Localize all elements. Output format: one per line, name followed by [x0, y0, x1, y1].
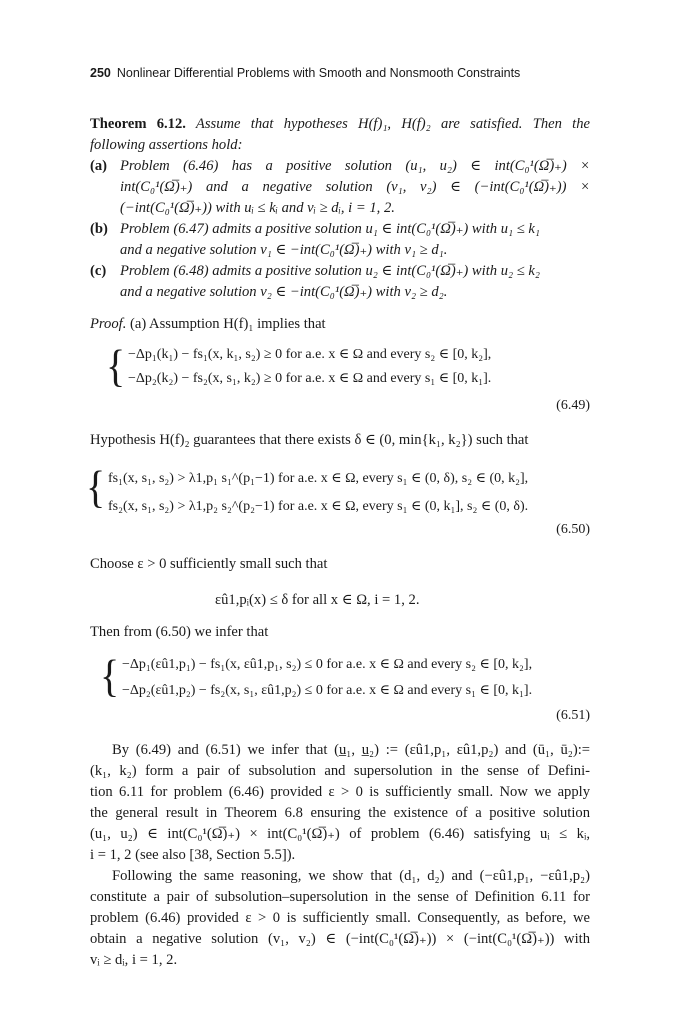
- hypothesis-text: Hypothesis H(f)₂ guarantees that there exists δ ∈ (0, min{k₁, k₂}) such that: [90, 432, 529, 448]
- middle-equation: εû1,pᵢ(x) ≤ δ for all x ∈ Ω, i = 1, 2.: [215, 592, 420, 608]
- theorem-label: Theorem 6.12.: [90, 116, 186, 132]
- theorem-intro-line-1: [90, 114, 590, 135]
- page-number: 250: [90, 66, 111, 80]
- proof-label: Proof.: [90, 316, 127, 332]
- item-label: (a): [90, 158, 108, 174]
- equation-line: fs₂(x, s₁, s₂) > λ1,p₂ s₂^(p₂−1) for a.e. x ∈ Ω, every s₁ ∈ (0, k₁], s₂ ∈ (0, δ).: [108, 499, 529, 514]
- theorem-block: [90, 114, 590, 303]
- item-line: int(C₀¹(Ω̅)₊) and a negative solution (v₁, v₂) ∈ (−int(C₀¹(Ω̅)₊)) ×: [120, 179, 590, 195]
- paragraph-1: [90, 740, 590, 866]
- paragraph-line: obtain a negative solution (v₁, v₂) ∈ (−int(C₀¹(Ω̅)₊)) × (−int(C₀¹(Ω̅)₊)) with: [90, 931, 590, 947]
- theorem-intro-2: following assertions hold:: [90, 137, 243, 153]
- paragraph-line: (u₁, u₂) ∈ int(C₀¹(Ω̅)₊) × int(C₀¹(Ω̅)₊) of problem (6.46) satisfying uᵢ ≤ kᵢ,: [90, 826, 590, 842]
- equation-number: (6.50): [556, 522, 590, 537]
- choose-paragraph: [90, 554, 590, 575]
- item-line: and a negative solution v₂ ∈ −int(C₀¹(Ω̅)₊) with v₂ ≥ d₂.: [120, 284, 448, 300]
- equation-number: (6.49): [556, 398, 590, 413]
- paragraph-line: Following the same reasoning, we show that (d₁, d₂) and (−εû1,p₁, −εû1,p₂): [112, 868, 590, 884]
- theorem-item-b: [90, 219, 590, 261]
- paragraph-line: i = 1, 2 (see also [38, Section 5.5]).: [90, 847, 296, 863]
- theorem-item-a: [90, 156, 590, 219]
- left-brace: {: [86, 460, 106, 513]
- item-line: Problem (6.48) admits a positive solution u₂ ∈ int(C₀¹(Ω̅)₊) with u₂ ≤ k₂: [120, 263, 540, 279]
- choose-text: Choose ε > 0 sufficiently small such that: [90, 556, 328, 572]
- then-paragraph: [90, 622, 590, 643]
- item-line: and a negative solution v₁ ∈ −int(C₀¹(Ω̅)₊) with v₁ ≥ d₁.: [120, 242, 448, 258]
- paragraph-line: problem (6.46) provided ε > 0 is sufficiently small. Consequently, as before, we: [90, 910, 590, 926]
- item-label: (b): [90, 221, 108, 237]
- equation-line: −Δp₁(k₁) − fs₁(x, k₁, s₂) ≥ 0 for a.e. x ∈ Ω and every s₂ ∈ [0, k₂],: [128, 347, 492, 362]
- paragraph-line: the general result in Theorem 6.8 ensuring the existence of a positive solution: [90, 805, 590, 821]
- equation-line: −Δp₂(k₂) − fs₂(x, s₁, k₂) ≥ 0 for a.e. x ∈ Ω and every s₁ ∈ [0, k₁].: [128, 371, 492, 386]
- paragraph-line: tion 6.11 for problem (6.46) provided ε > 0 is sufficiently small. Now we apply: [90, 784, 590, 800]
- left-brace: {: [100, 649, 120, 702]
- equation-number: (6.51): [556, 708, 590, 723]
- hypothesis-paragraph: [90, 430, 590, 451]
- item-label: (c): [90, 263, 107, 279]
- paragraph-2: [90, 866, 590, 971]
- item-line: (−int(C₀¹(Ω̅)₊)) with uᵢ ≤ kᵢ and vᵢ ≥ dᵢ, i = 1, 2.: [120, 200, 395, 216]
- equation-line: −Δp₁(εû1,p₁) − fs₁(x, εû1,p₁, s₂) ≤ 0 for a.e. x ∈ Ω and every s₂ ∈ [0, k₂],: [122, 657, 533, 672]
- equation-line: fs₁(x, s₁, s₂) > λ1,p₁ s₁^(p₁−1) for a.e. x ∈ Ω, every s₁ ∈ (0, δ), s₂ ∈ (0, k₂],: [108, 471, 529, 486]
- proof-intro-text: (a) Assumption H(f)₁ implies that: [130, 316, 326, 332]
- running-header: [90, 66, 520, 80]
- equation-line: −Δp₂(εû1,p₂) − fs₂(x, s₁, εû1,p₂) ≤ 0 for a.e. x ∈ Ω and every s₁ ∈ [0, k₁].: [122, 683, 533, 698]
- then-text: Then from (6.50) we infer that: [90, 624, 269, 640]
- paragraph-line: By (6.49) and (6.51) we infer that (u̲₁, u̲₂) := (εû1,p₁, εû1,p₂) and (ū₁, ū₂):=: [112, 742, 590, 758]
- proof-intro: [90, 314, 590, 335]
- paragraph-line: (k₁, k₂) form a pair of subsolution and supersolution in the sense of Defini-: [90, 763, 590, 779]
- paragraph-line: vᵢ ≥ dᵢ, i = 1, 2.: [90, 952, 178, 968]
- item-line: Problem (6.47) admits a positive solution u₁ ∈ int(C₀¹(Ω̅)₊) with u₁ ≤ k₁: [120, 221, 540, 237]
- left-brace: {: [106, 339, 126, 392]
- running-title: Nonlinear Differential Problems with Smooth and Nonsmooth Constraints: [116, 66, 521, 80]
- theorem-item-c: [90, 261, 590, 303]
- paragraph-line: constitute a pair of subsolution–supersolution in the sense of Definition 6.11 for: [90, 889, 590, 905]
- theorem-intro-1: Assume that hypotheses H(f)₁, H(f)₂ are satisfied. Then the: [195, 116, 590, 132]
- item-line: Problem (6.46) has a positive solution (u₁, u₂) ∈ int(C₀¹(Ω̅)₊) ×: [120, 158, 590, 174]
